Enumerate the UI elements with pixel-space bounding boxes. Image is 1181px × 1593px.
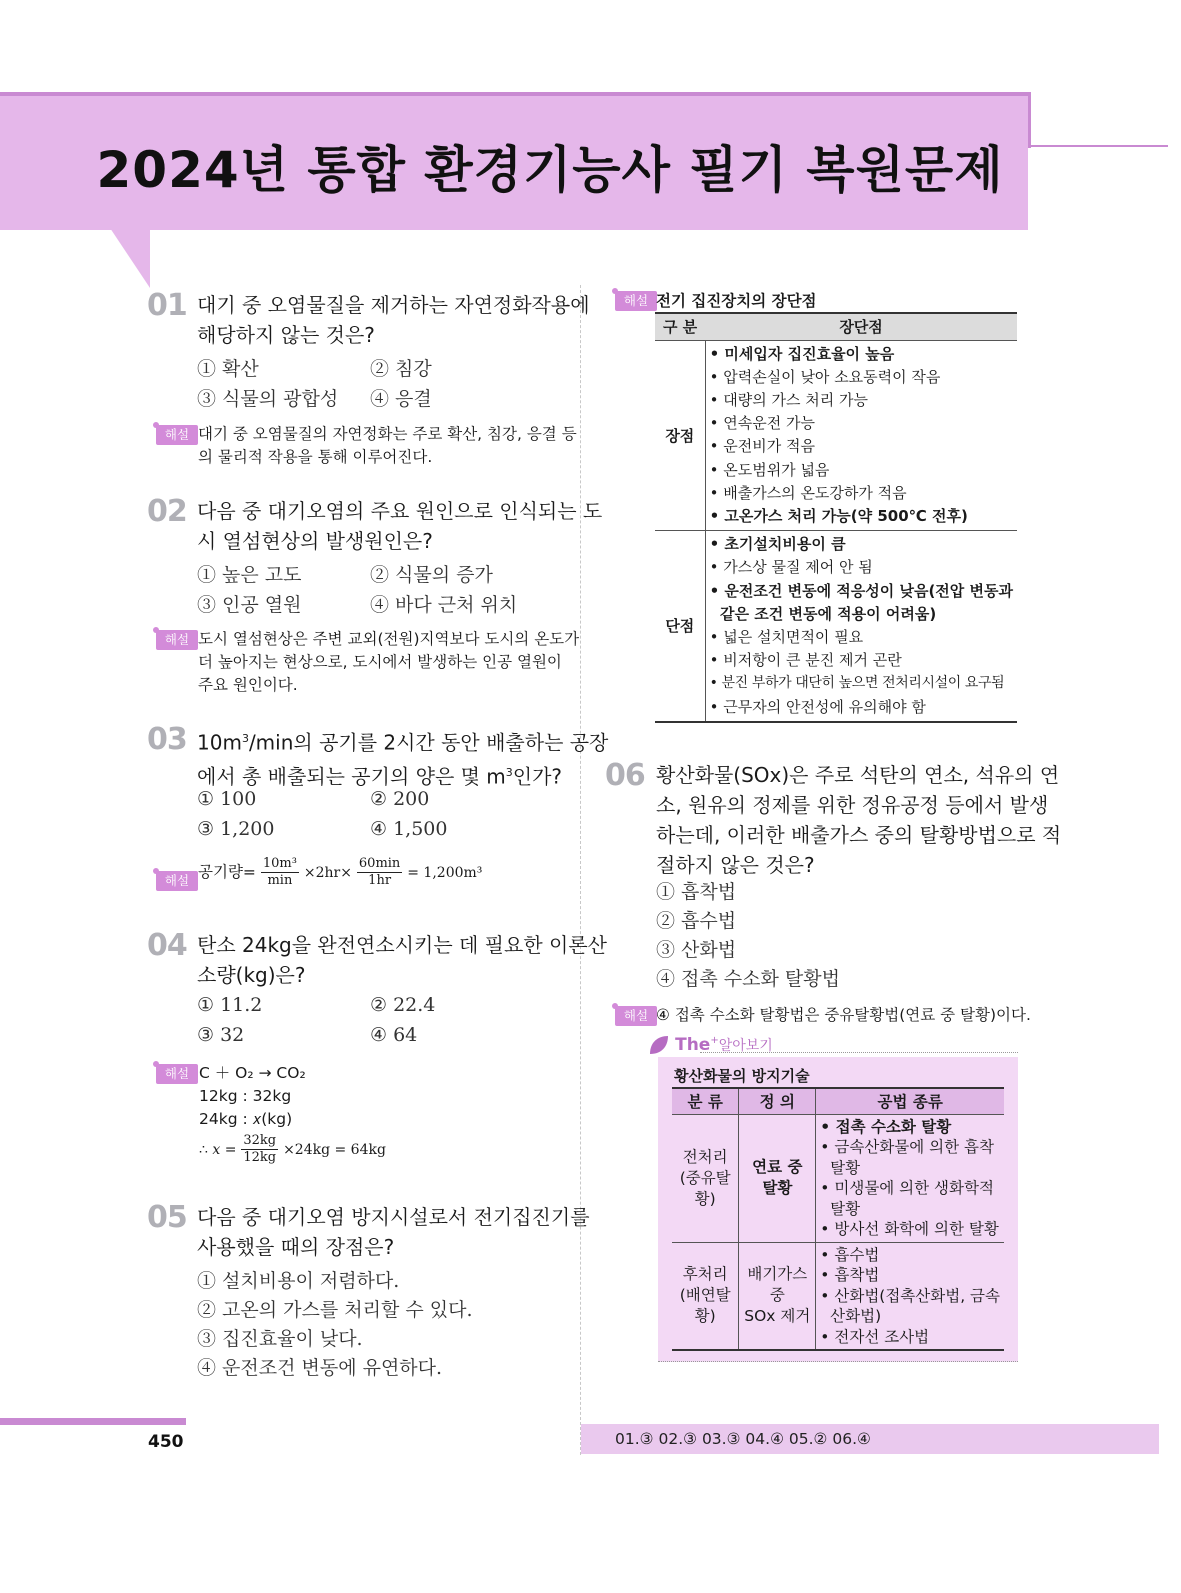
question-line: 해당하지 않는 것은? xyxy=(197,323,375,347)
category-cell: 후처리 (배연탈황) xyxy=(672,1242,739,1350)
banner-tail xyxy=(110,228,150,288)
list-item: • 근무자의 안전성에 유의해야 함 xyxy=(709,697,926,716)
question-line: 시 열섬현상의 발생원인은? xyxy=(197,529,433,553)
choice[interactable]: ① 100 xyxy=(197,788,257,810)
choice[interactable]: ④ 바다 근처 위치 xyxy=(370,594,518,616)
explanation-text: ④ 접촉 수소화 탈황법은 중유탈황법(연료 중 탈황)이다. xyxy=(656,1006,1031,1024)
table-header: 구 분 xyxy=(655,313,705,340)
sox-table xyxy=(672,1087,1004,1351)
question-text xyxy=(197,290,590,350)
list-item: • 압력손실이 낮아 소요동력이 작음 xyxy=(709,367,941,386)
column-divider xyxy=(580,285,581,1455)
fraction: $\frac{60\min}{1hr}$ xyxy=(358,856,401,888)
explanation-formula: 공기량= $\frac{\text{10m³}}{\min}$ ×2hr× $\frac{60\min}{1hr}$ = 1,200m³ xyxy=(198,856,483,888)
explanation-badge: 해설 xyxy=(156,871,198,891)
choice[interactable]: ③ 식물의 광합성 xyxy=(197,388,339,410)
question-number: 04 xyxy=(147,928,187,963)
choice[interactable]: ① 설치비용이 저렴하다. xyxy=(197,1270,400,1292)
choice[interactable]: ① 11.2 xyxy=(197,994,263,1016)
list-item: • 온도범위가 넓음 xyxy=(709,460,830,479)
explanation-text xyxy=(199,1062,386,1166)
list-item: • 연속운전 가능 xyxy=(709,414,815,433)
question-line: 사용했을 때의 장점은? xyxy=(197,1235,395,1259)
explanation-badge: 해설 xyxy=(615,1006,657,1026)
divider xyxy=(700,1052,1018,1053)
choice[interactable]: ② 침강 xyxy=(370,358,432,380)
list-item: • 배출가스의 온도강하가 적음 xyxy=(709,483,907,502)
pros-list xyxy=(705,340,1017,531)
fraction: $\frac{32kg}{12kg}$ xyxy=(243,1133,277,1165)
choice[interactable]: ③ 1,200 xyxy=(197,818,275,840)
category-cell: 전처리 (중유탈황) xyxy=(672,1114,739,1242)
list-item: • 운전비가 적음 xyxy=(709,437,815,456)
explanation-line: 24kg : 𝑥(kg) xyxy=(199,1110,293,1128)
explanation-line: 도시 열섬현상은 주변 교외(전원)지역보다 도시의 온도가 xyxy=(198,630,580,648)
question-line: 대기 중 오염물질을 제거하는 자연정화작용에 xyxy=(197,293,590,317)
table-caption: 전기 집진장치의 장단점 xyxy=(656,292,817,310)
list-item: • 분진 부하가 대단히 높으면 전처리시설이 요구됨 xyxy=(709,675,1005,692)
choice[interactable]: ① 흡착법 xyxy=(656,881,737,903)
choice[interactable]: ③ 32 xyxy=(197,1024,245,1046)
list-item: • 비저항이 큰 분진 제거 곤란 xyxy=(709,651,902,670)
explanation-line: 대기 중 오염물질의 자연정화는 주로 확산, 침강, 응결 등 xyxy=(198,425,577,443)
question-line: $10m^3/\min$의 공기를 2시간 동안 배출하는 공장 xyxy=(197,730,609,755)
choice[interactable]: ② 흡수법 xyxy=(656,910,737,932)
choice[interactable]: ③ 인공 열원 xyxy=(197,594,302,616)
choice[interactable]: ④ 운전조건 변동에 유연하다. xyxy=(197,1357,443,1379)
leaf-icon xyxy=(648,1034,670,1056)
explanation-line: 12kg : 32kg xyxy=(199,1087,292,1105)
explanation-badge: 해설 xyxy=(615,291,657,311)
question-line: 다음 중 대기오염의 주요 원인으로 인식되는 도 xyxy=(197,499,603,523)
page-number: 450 xyxy=(148,1432,184,1452)
explanation-badge: 해설 xyxy=(156,630,198,650)
list-item: • 초기설치비용이 큼 xyxy=(709,535,846,554)
fraction: $\frac{\text{10m³}}{\min}$ xyxy=(262,856,297,888)
choice[interactable]: ④ 응결 xyxy=(370,388,432,410)
question-text xyxy=(197,930,607,990)
cons-list xyxy=(705,531,1017,722)
question-text xyxy=(197,724,608,791)
table-header: 분 류 xyxy=(672,1088,739,1114)
list-item: 같은 조건 변동에 적용이 어려움) xyxy=(709,604,937,623)
definition-cell: 배기가스 중 SOx 제거 xyxy=(739,1242,816,1350)
question-number: 02 xyxy=(147,494,187,529)
answer-key: 01.③ 02.③ 03.③ 04.④ 05.② 06.④ xyxy=(581,1424,1159,1454)
explanation-text xyxy=(198,628,579,697)
question-line: 에서 총 배출되는 공기의 양은 몇 $m^3$인가? xyxy=(197,764,563,789)
question-text xyxy=(656,760,1061,880)
row-label-cons: 단점 xyxy=(655,531,705,722)
list-item: • 미세입자 집진효율이 높음 xyxy=(709,344,895,363)
question-number: 03 xyxy=(147,722,187,757)
question-number: 05 xyxy=(147,1200,187,1235)
footer-accent-bar xyxy=(0,1418,186,1425)
choice[interactable]: ③ 산화법 xyxy=(656,939,737,961)
question-line: 하는데, 이러한 배출가스 중의 탈황방법으로 적 xyxy=(656,823,1062,847)
question-line: 탄소 24kg을 완전연소시키는 데 필요한 이론산 xyxy=(197,933,607,957)
explanation-text xyxy=(198,423,577,469)
definition-cell: 연료 중 탈황 xyxy=(739,1114,816,1242)
box-title: 황산화물의 방지기술 xyxy=(674,1067,810,1085)
choice[interactable]: ④ 64 xyxy=(370,1024,418,1046)
choice[interactable]: ③ 집진효율이 낮다. xyxy=(197,1328,363,1350)
question-text xyxy=(197,496,602,556)
methods-list: • 접촉 수소화 탈황 • 금속산화물에 의한 흡착 탈황 • 미생물에 의한 생화학적 탈황 • 방사선 화학에 의한 탈황 xyxy=(820,1117,999,1238)
esp-table xyxy=(655,312,1017,723)
the-plus-logo: The+알아보기 xyxy=(648,1034,773,1056)
banner-top-line xyxy=(0,92,1030,96)
list-item: • 가스상 물질 제어 안 됨 xyxy=(709,558,873,577)
choice[interactable]: ② 식물의 증가 xyxy=(370,564,493,586)
methods-list: • 흡수법 • 흡착법 • 산화법(접촉산화법, 금속 산화법) • 전자선 조사법 xyxy=(816,1242,1004,1350)
explanation-formula: ∴ 𝑥 = $\frac{32kg}{12kg}$ ×24kg = 64kg xyxy=(199,1133,386,1165)
explanation-line: 더 높아지는 현상으로, 도시에서 발생하는 인공 열원이 xyxy=(198,653,562,671)
question-line: 소량(kg)은? xyxy=(197,963,306,987)
choice[interactable]: ② 고온의 가스를 처리할 수 있다. xyxy=(197,1299,473,1321)
page-title: 2024년 통합 환경기능사 필기 복원문제 xyxy=(96,141,1004,199)
explanation-badge: 해설 xyxy=(156,1064,198,1084)
choice[interactable]: ④ 1,500 xyxy=(370,818,448,840)
question-line: 다음 중 대기오염 방지시설로서 전기집진기를 xyxy=(197,1205,590,1229)
table-header: 공법 종류 xyxy=(816,1088,1004,1114)
question-text xyxy=(197,1202,590,1262)
question-number: 06 xyxy=(605,758,645,793)
reaction-equation: C ＋ O₂ → CO₂ xyxy=(199,1064,306,1082)
choice[interactable]: ① 확산 xyxy=(197,358,259,380)
list-item: • 대량의 가스 처리 가능 xyxy=(709,390,868,409)
list-item: • 넓은 설치면적이 필요 xyxy=(709,627,864,646)
row-label-pros: 장점 xyxy=(655,340,705,531)
choice[interactable]: ④ 접촉 수소화 탈황법 xyxy=(656,968,840,990)
question-number: 01 xyxy=(147,288,187,323)
explanation-line: 주요 원인이다. xyxy=(198,676,298,694)
list-item: • 고온가스 처리 가능(약 500℃ 전후) xyxy=(709,506,968,525)
question-line: 절하지 않은 것은? xyxy=(656,853,815,877)
table-header: 장단점 xyxy=(705,313,1017,340)
question-line: 황산화물(SOx)은 주로 석탄의 연소, 석유의 연 xyxy=(656,763,1060,787)
question-line: 소, 원유의 정제를 위한 정유공정 등에서 발생 xyxy=(656,793,1049,817)
choice[interactable]: ① 높은 고도 xyxy=(197,564,302,586)
choice[interactable]: ② 200 xyxy=(370,788,430,810)
explanation-line: 의 물리적 작용을 통해 이루어진다. xyxy=(198,448,433,466)
table-header: 정 의 xyxy=(739,1088,816,1114)
choice[interactable]: ② 22.4 xyxy=(370,994,436,1016)
explanation-badge: 해설 xyxy=(156,425,198,445)
list-item: • 운전조건 변동에 적응성이 낮음(전압 변동과 xyxy=(709,581,1013,600)
